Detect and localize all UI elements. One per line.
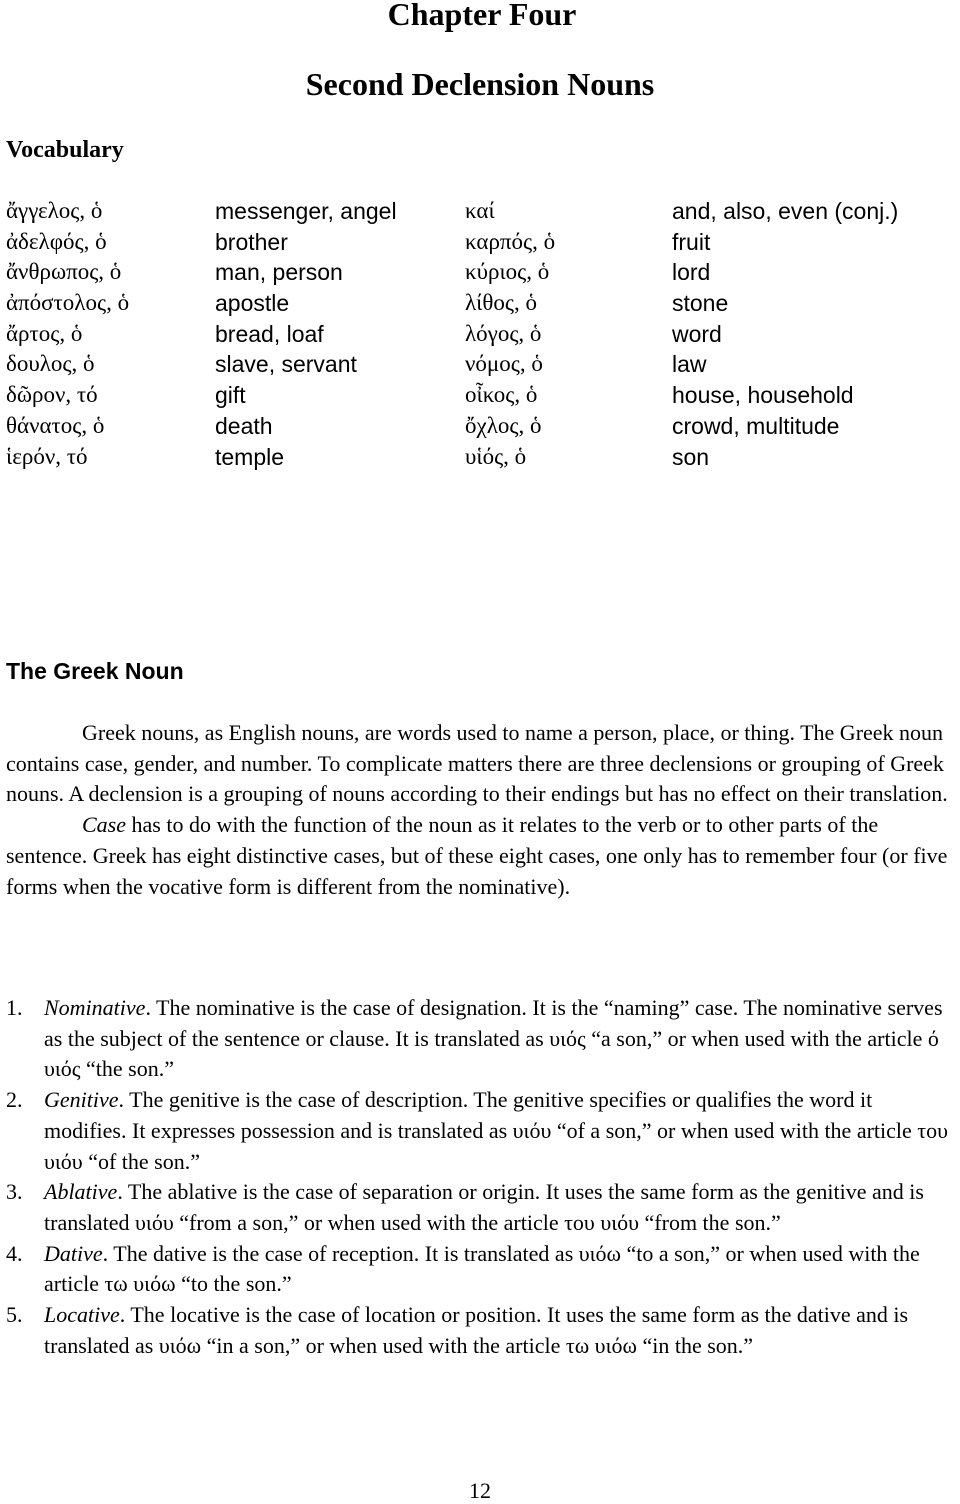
case-name: Genitive [44,1087,119,1113]
english-gloss: messenger, angel [215,198,397,224]
english-gloss: law [672,351,707,378]
case-name: Dative [44,1240,103,1266]
greek-word: καί [465,198,495,223]
english-gloss: and, also, even (conj.) [672,198,899,224]
english-gloss: lord [672,259,711,286]
greek-word: καρπός, ὁ [465,228,556,254]
greek-word: ὄχλος, ὁ [465,412,542,438]
case-item [6,993,956,1085]
greek-word: ἄγγελος, ὁ [6,198,103,223]
case-description: . The nominative is the case of designation. It is the “naming” case. The nominative serves as the subject of the sentence or clause. It is translated as υιός “a son,” or when used with the article ό υιός “the son.” [44,995,943,1082]
case-description: . The ablative is the case of separation or origin. It uses the same form as the genitive and is translated υιόυ “from a son,” or when used with the article του υιόυ “from the son.” [44,1179,924,1235]
case-name: Locative [44,1302,120,1328]
case-number: 3. [6,1179,23,1205]
case-name: Ablative [44,1179,118,1205]
body-text [6,718,956,902]
greek-word: ἄνθρωπος, ὁ [6,259,122,285]
section-title: Second Declension Nouns [305,66,655,102]
english-gloss: stone [672,290,729,317]
greek-word: ἀδελφός, ὁ [6,228,107,254]
greek-word: νόμος, ὁ [465,351,543,377]
paragraph-nouns: Greek nouns, as English nouns, are words used to name a person, place, or thing. The Greek noun contains case, gender, and number. To complicate matters there are three declensions or grouping of Greek nouns. A declension is a grouping of nouns according to their endings but has no effect on their translation. [6,720,948,807]
greek-word: λόγος, ὁ [465,320,542,346]
case-item [6,1239,956,1300]
english-gloss: death [215,412,273,439]
case-number: 1. [6,995,23,1020]
english-gloss: gift [215,382,246,409]
greek-word: κύριος, ὁ [465,259,550,285]
greek-word: ἄρτος, ὁ [6,320,83,346]
english-gloss: temple [215,443,285,470]
case-term: Case [82,812,126,838]
greek-word: λίθος, ὁ [465,290,537,316]
case-description: . The genitive is the case of description. The genitive specifies or qualifies the word it modifies. It expresses possession and is translated as υιόυ “of a son,” or when used with the article του υιόυ “of the son.” [44,1087,949,1174]
greek-word: υἱός, ὁ [465,443,527,469]
vocabulary-heading: Vocabulary [6,137,124,163]
greek-word: ἀπόστολος, ὁ [6,290,130,316]
greek-word: ἱερόν, τό [6,443,88,469]
case-item [6,1085,956,1177]
case-item [6,1177,956,1238]
english-gloss: word [672,320,722,347]
paragraph-case [6,810,956,902]
greek-word: δουλος, ὁ [6,351,95,377]
case-list [6,993,956,1361]
english-gloss: brother [215,228,288,255]
english-gloss: man, person [215,259,343,286]
case-description: . The dative is the case of reception. It is translated as υιόω “to a son,” or when used with the article τω υιόω “to the son.” [44,1240,920,1297]
english-gloss: fruit [672,228,711,255]
case-item [6,1300,956,1361]
english-gloss: bread, loaf [215,320,324,347]
case-description: has to do with the function of the noun as it relates to the verb or to other parts of the sentence. Greek has eight distinctive cases, but of these eight cases, one only has to remember four (or five forms when the vocative form is different from the nominative). [6,812,948,899]
greek-word: θάνατος, ὁ [6,412,105,438]
english-gloss: apostle [215,290,290,317]
case-number: 4. [6,1240,23,1266]
greek-noun-heading: The Greek Noun [6,658,184,684]
chapter-title: Chapter Four [387,0,577,32]
greek-word: οἶκος, ὁ [465,382,538,408]
english-gloss: son [672,443,710,470]
case-description: . The locative is the case of location or position. It uses the same form as the dative and is translated as υιόω “in a son,” or when used with the article τω υιόω “in the son.” [44,1302,909,1358]
case-number: 5. [6,1302,23,1328]
greek-word: δῶρον, τό [6,382,98,408]
case-name: Nominative [44,995,146,1020]
case-number: 2. [6,1087,23,1113]
english-gloss: house, household [672,382,854,409]
english-gloss: crowd, multitude [672,412,840,439]
page-number: 12 [469,1478,491,1503]
english-gloss: slave, servant [215,351,357,378]
